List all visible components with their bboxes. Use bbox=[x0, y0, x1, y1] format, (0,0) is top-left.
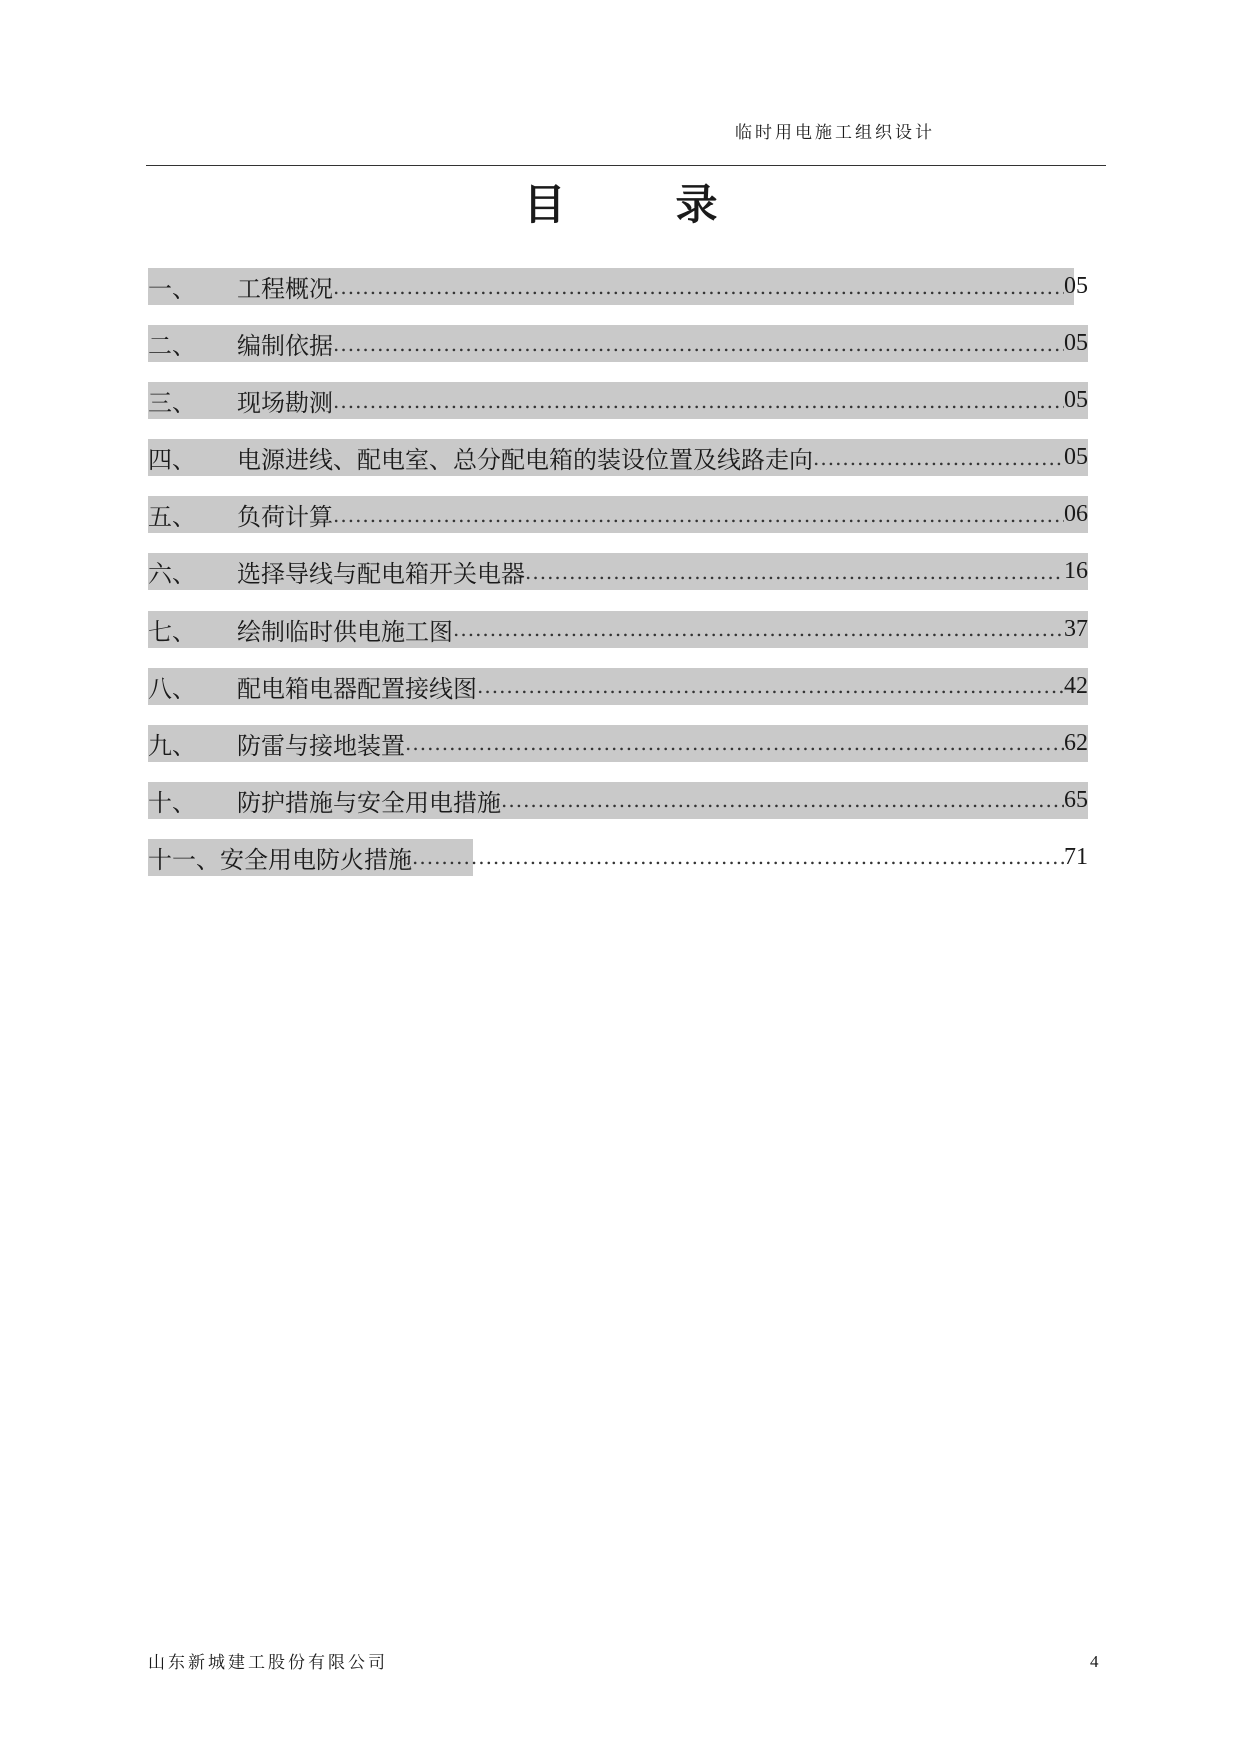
footer-company-name: 山东新城建工股份有限公司 bbox=[148, 1653, 388, 1673]
toc-entry-page: 05 bbox=[1064, 330, 1088, 357]
toc-entry[interactable] bbox=[148, 268, 1088, 305]
toc-entry-title: 编制依据 bbox=[237, 332, 333, 361]
toc-entry[interactable] bbox=[148, 496, 1088, 533]
toc-leader-dots bbox=[453, 617, 1064, 641]
toc-entry-number: 六、 bbox=[148, 560, 196, 589]
toc-entry-number: 十、 bbox=[148, 788, 196, 817]
toc-entry-title: 防护措施与安全用电措施 bbox=[237, 788, 501, 817]
toc-entry-title: 安全用电防火措施 bbox=[220, 845, 412, 874]
running-header-title: 临时用电施工组织设计 bbox=[735, 123, 935, 143]
header-divider bbox=[146, 165, 1106, 166]
toc-entry[interactable] bbox=[148, 325, 1088, 362]
toc-entry-number: 一、 bbox=[148, 275, 196, 303]
toc-leader-dots bbox=[412, 845, 1064, 869]
toc-leader-dots bbox=[333, 275, 1064, 299]
toc-entry-number: 二、 bbox=[148, 332, 196, 361]
toc-entry-title: 配电箱电器配置接线图 bbox=[237, 674, 477, 703]
toc-entry-number: 十一、 bbox=[148, 845, 220, 874]
toc-leader-dots bbox=[333, 332, 1064, 356]
toc-entry-number: 八、 bbox=[148, 674, 196, 703]
table-of-contents bbox=[148, 268, 1088, 896]
toc-leader-dots bbox=[477, 674, 1064, 698]
toc-entry-title: 负荷计算 bbox=[237, 503, 333, 532]
toc-entry-title: 现场勘测 bbox=[237, 389, 333, 418]
toc-entry-number: 九、 bbox=[148, 731, 196, 760]
toc-entry[interactable] bbox=[148, 782, 1088, 819]
toc-entry[interactable] bbox=[148, 725, 1088, 762]
toc-leader-dots bbox=[501, 788, 1064, 812]
toc-leader-dots bbox=[333, 389, 1064, 413]
toc-heading: 目录 bbox=[523, 180, 828, 229]
toc-entry[interactable] bbox=[148, 839, 1088, 876]
toc-entry[interactable] bbox=[148, 553, 1088, 590]
footer-page-number: 4 bbox=[1090, 1652, 1099, 1671]
toc-entry-page: 65 bbox=[1064, 786, 1088, 813]
toc-entry-title: 防雷与接地装置 bbox=[237, 731, 405, 760]
toc-entry-number: 三、 bbox=[148, 389, 196, 418]
toc-entry[interactable] bbox=[148, 611, 1088, 648]
toc-entry[interactable] bbox=[148, 382, 1088, 419]
toc-leader-dots bbox=[405, 731, 1064, 755]
toc-entry-page: 42 bbox=[1064, 672, 1088, 699]
toc-entry-title: 选择导线与配电箱开关电器 bbox=[237, 560, 525, 589]
toc-leader-dots bbox=[813, 446, 1064, 470]
toc-entry[interactable] bbox=[148, 668, 1088, 705]
toc-entry-page: 05 bbox=[1064, 273, 1088, 299]
toc-entry-title: 绘制临时供电施工图 bbox=[237, 617, 453, 646]
toc-entry[interactable] bbox=[148, 439, 1088, 476]
toc-leader-dots bbox=[525, 560, 1064, 584]
toc-entry-page: 05 bbox=[1064, 444, 1088, 471]
toc-entry-page: 37 bbox=[1064, 615, 1088, 642]
toc-entry-title: 工程概况 bbox=[237, 275, 333, 303]
toc-entry-page: 16 bbox=[1064, 558, 1088, 585]
toc-entry-page: 71 bbox=[1064, 843, 1088, 870]
toc-entry-number: 七、 bbox=[148, 617, 196, 646]
toc-entry-number: 五、 bbox=[148, 503, 196, 532]
toc-entry-page: 62 bbox=[1064, 729, 1088, 756]
toc-entry-page: 05 bbox=[1064, 387, 1088, 414]
toc-leader-dots bbox=[333, 503, 1064, 527]
toc-entry-number: 四、 bbox=[148, 446, 196, 475]
toc-entry-page: 06 bbox=[1064, 501, 1088, 528]
toc-entry-title: 电源进线、配电室、总分配电箱的装设位置及线路走向 bbox=[237, 446, 813, 475]
